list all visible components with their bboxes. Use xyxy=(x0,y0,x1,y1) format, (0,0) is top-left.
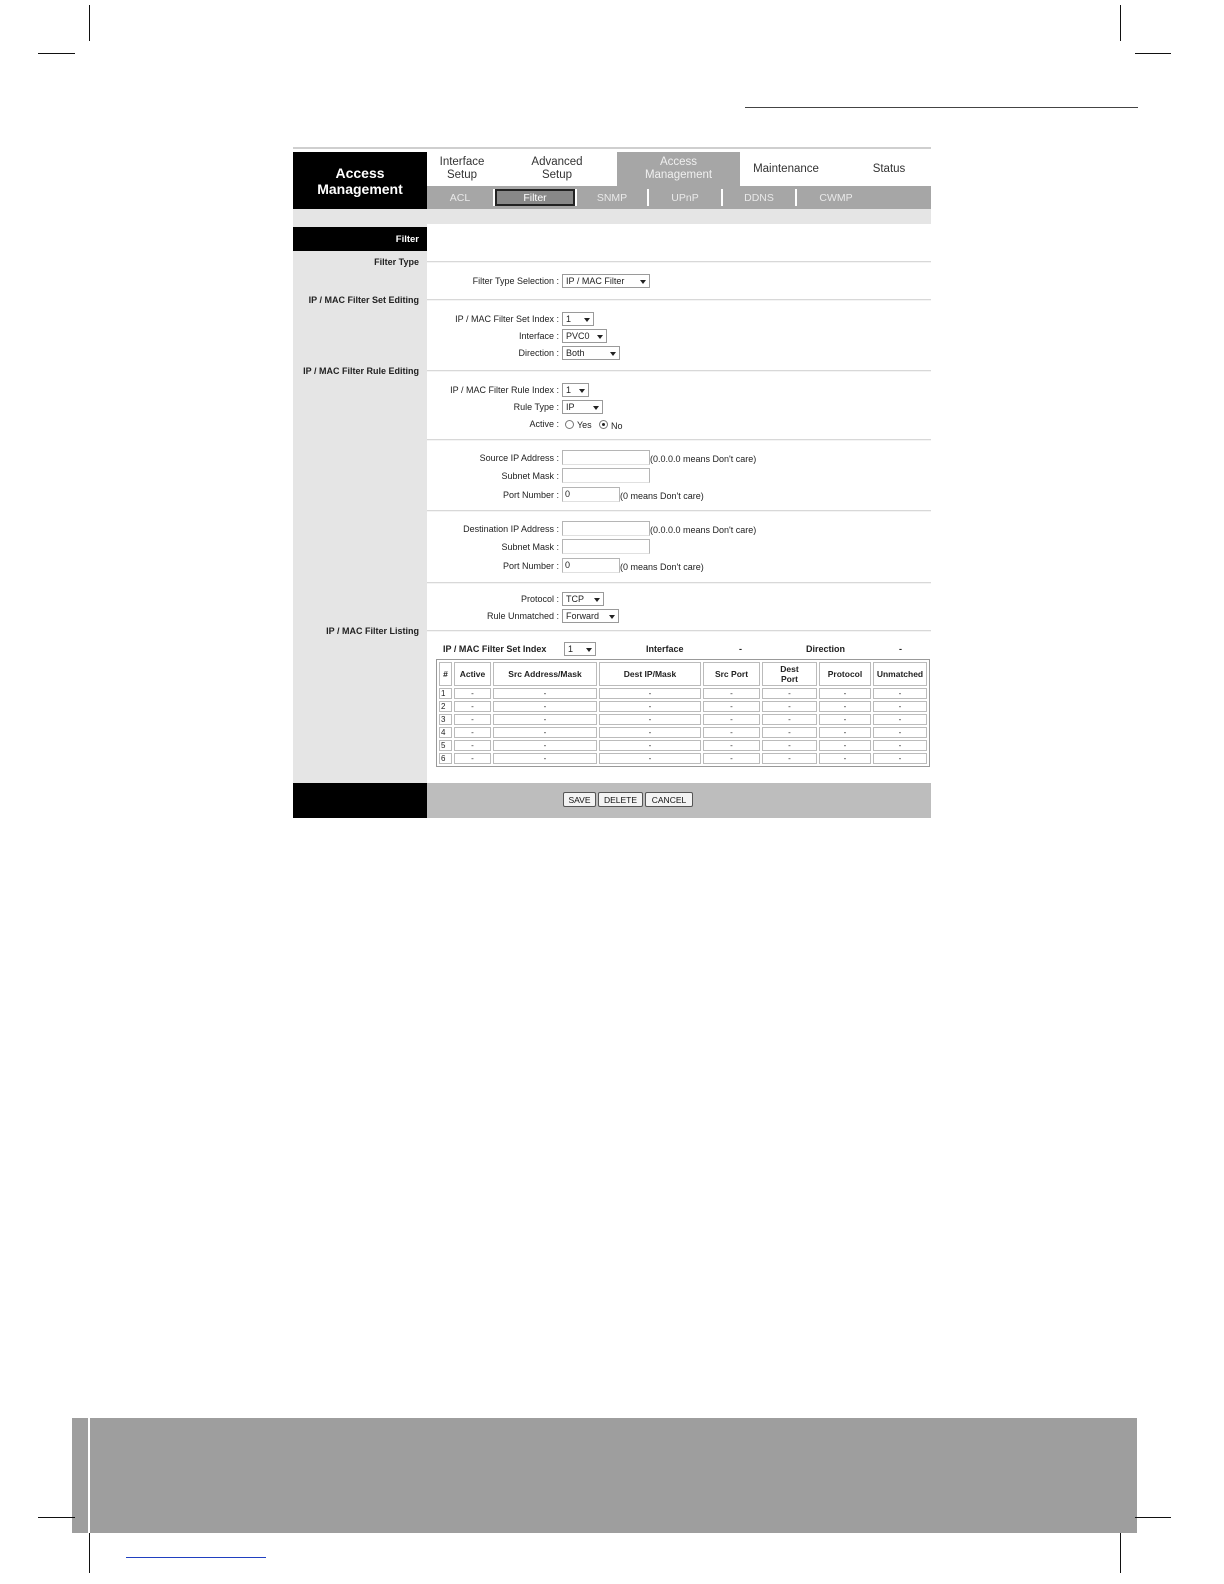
table-cell: - xyxy=(819,727,871,738)
crop-mark xyxy=(89,5,90,41)
tab-status[interactable] xyxy=(842,152,936,186)
dest-mask-label: Subnet Mask : xyxy=(501,542,559,552)
chevron-down-icon xyxy=(597,335,603,339)
table-cell: - xyxy=(703,753,760,764)
active-label: Active : xyxy=(529,419,559,429)
listing-interface-value: - xyxy=(739,644,742,654)
crop-mark xyxy=(1135,53,1171,54)
label-filter-listing: IP / MAC Filter Listing xyxy=(326,626,419,636)
subtab-snmp[interactable] xyxy=(577,189,647,206)
subtab-label: Filter xyxy=(523,191,547,204)
table-cell: - xyxy=(493,714,597,725)
select-value: TCP xyxy=(566,594,584,604)
table-cell: - xyxy=(493,740,597,751)
table-cell: - xyxy=(873,740,927,751)
subtab-label: SNMP xyxy=(596,191,628,204)
listing-direction-value: - xyxy=(899,644,902,654)
dest-ip-input[interactable] xyxy=(562,521,650,536)
tab-maintenance[interactable] xyxy=(740,152,832,186)
select-value: IP xyxy=(566,402,575,412)
label-set-editing: IP / MAC Filter Set Editing xyxy=(308,295,419,305)
select-value: 1 xyxy=(566,385,572,395)
tab-label: Maintenance xyxy=(753,162,819,175)
table-cell: - xyxy=(703,701,760,712)
source-port-input[interactable]: 0 xyxy=(562,487,620,502)
select-value: IP / MAC Filter xyxy=(566,276,625,286)
section-title-bar xyxy=(293,227,427,251)
col-header: Active xyxy=(454,662,491,686)
table-cell: - xyxy=(762,753,817,764)
table-cell: 2 xyxy=(439,701,452,712)
source-mask-label: Subnet Mask : xyxy=(501,471,559,481)
table-cell: - xyxy=(819,753,871,764)
active-yes-radio[interactable] xyxy=(565,420,574,429)
table-cell: - xyxy=(454,688,491,699)
section-divider xyxy=(427,261,931,263)
sub-nav xyxy=(427,186,931,209)
cancel-button[interactable]: CANCEL xyxy=(645,792,693,807)
sidebar xyxy=(293,224,427,783)
subtab-label: DDNS xyxy=(744,191,774,204)
table-cell: - xyxy=(762,740,817,751)
col-header: Src Port xyxy=(703,662,760,686)
rule-type-select[interactable] xyxy=(562,400,603,414)
tab-interface-setup[interactable] xyxy=(427,152,497,186)
table-cell: - xyxy=(819,688,871,699)
table-cell: - xyxy=(599,753,701,764)
chevron-down-icon xyxy=(586,648,592,652)
source-ip-input[interactable] xyxy=(562,450,650,465)
table-cell: - xyxy=(873,714,927,725)
tab-label: Interface Setup xyxy=(439,156,485,181)
table-cell: - xyxy=(599,701,701,712)
filter-type-label: Filter Type Selection : xyxy=(472,276,559,286)
source-mask-input[interactable] xyxy=(562,468,650,483)
main-nav xyxy=(427,152,931,186)
table-cell: - xyxy=(873,727,927,738)
rule-index-select[interactable] xyxy=(562,383,589,397)
active-no-label: No xyxy=(611,421,623,431)
label-filter-type: Filter Type xyxy=(374,257,419,267)
dest-port-input[interactable]: 0 xyxy=(562,558,620,573)
source-port-label: Port Number : xyxy=(502,490,559,500)
section-title: Filter xyxy=(395,233,419,245)
footer-link-underline xyxy=(126,1557,266,1558)
table-cell: - xyxy=(873,753,927,764)
select-value: 1 xyxy=(566,314,572,324)
table-cell: 3 xyxy=(439,714,452,725)
delete-button[interactable]: DELETE xyxy=(598,792,643,807)
subtab-label: ACL xyxy=(449,191,471,204)
table-cell: - xyxy=(599,727,701,738)
select-value: Forward xyxy=(566,611,600,621)
crop-mark xyxy=(89,1533,90,1573)
table-cell: - xyxy=(454,701,491,712)
table-cell: - xyxy=(454,714,491,725)
col-header: # xyxy=(439,662,452,686)
rule-type-label: Rule Type : xyxy=(513,402,559,412)
table-cell: - xyxy=(493,701,597,712)
subtab-upnp[interactable] xyxy=(649,189,721,206)
table-cell: - xyxy=(599,714,701,725)
section-divider xyxy=(427,370,931,372)
section-divider xyxy=(427,510,931,512)
source-port-note: (0 means Don't care) xyxy=(620,491,704,501)
table-cell: - xyxy=(703,688,760,699)
tab-label: Advanced Setup xyxy=(531,156,583,181)
chevron-down-icon xyxy=(610,352,616,356)
subtab-cwmp[interactable] xyxy=(797,189,875,206)
table-cell: 4 xyxy=(439,727,452,738)
table-header-row xyxy=(439,662,927,686)
table-row xyxy=(439,714,927,725)
direction-label: Direction : xyxy=(518,348,559,358)
table-cell: - xyxy=(873,701,927,712)
chevron-down-icon xyxy=(579,389,585,393)
tab-label: Access Management xyxy=(644,156,713,181)
table-cell: 1 xyxy=(439,688,452,699)
filter-listing-table xyxy=(436,659,930,767)
table-cell: - xyxy=(762,727,817,738)
dest-port-note: (0 means Don't care) xyxy=(620,562,704,572)
tab-advanced-setup[interactable] xyxy=(507,152,607,186)
table-cell: - xyxy=(703,727,760,738)
chevron-down-icon xyxy=(594,598,600,602)
table-cell: - xyxy=(493,727,597,738)
table-cell: - xyxy=(762,714,817,725)
source-ip-label: Source IP Address : xyxy=(479,453,559,463)
section-divider xyxy=(427,582,931,584)
interface-select[interactable] xyxy=(562,329,607,343)
select-value: Both xyxy=(566,348,585,358)
col-header: Dest IP/Mask xyxy=(599,662,701,686)
table-row xyxy=(439,727,927,738)
select-value: PVC0 xyxy=(566,331,590,341)
table-cell: - xyxy=(819,740,871,751)
dest-ip-label: Destination IP Address : xyxy=(463,524,559,534)
table-cell: - xyxy=(703,714,760,725)
table-row xyxy=(439,753,927,764)
dest-mask-input[interactable] xyxy=(562,539,650,554)
brand-label: Access Management xyxy=(317,164,403,197)
table-cell: - xyxy=(599,688,701,699)
table-cell: - xyxy=(493,753,597,764)
crop-mark xyxy=(1135,1517,1171,1518)
chevron-down-icon xyxy=(609,615,615,619)
router-ui-panel xyxy=(293,147,931,818)
table-cell: - xyxy=(454,740,491,751)
table-cell: - xyxy=(873,688,927,699)
table-cell: - xyxy=(599,740,701,751)
tab-label: Status xyxy=(872,162,906,175)
rule-unmatched-select[interactable] xyxy=(562,609,619,623)
crop-mark xyxy=(1120,5,1121,41)
col-header: Protocol xyxy=(819,662,871,686)
table-cell: 5 xyxy=(439,740,452,751)
table-row xyxy=(439,740,927,751)
table-cell: - xyxy=(454,753,491,764)
chevron-down-icon xyxy=(584,318,590,322)
crop-mark xyxy=(1120,1533,1121,1573)
top-border xyxy=(293,147,931,149)
col-header: Dest Port xyxy=(762,662,817,686)
protocol-label: Protocol : xyxy=(520,594,559,604)
subtab-label: CWMP xyxy=(819,191,853,204)
active-no-radio[interactable] xyxy=(599,420,608,429)
active-yes-label: Yes xyxy=(577,420,592,430)
listing-set-index-select[interactable] xyxy=(564,642,596,656)
footer-divider xyxy=(88,1418,90,1533)
interface-label: Interface : xyxy=(518,331,559,341)
listing-direction-label: Direction xyxy=(806,644,846,654)
header-rule xyxy=(745,107,1138,108)
col-header: Unmatched xyxy=(873,662,927,686)
protocol-select[interactable] xyxy=(562,592,604,606)
dest-ip-note: (0.0.0.0 means Don't care) xyxy=(650,525,757,535)
listing-interface-label: Interface xyxy=(646,644,684,654)
section-divider xyxy=(427,299,931,301)
subtab-acl[interactable] xyxy=(431,189,489,206)
source-ip-note: (0.0.0.0 means Don't care) xyxy=(650,454,757,464)
select-value: 1 xyxy=(568,644,574,654)
chevron-down-icon xyxy=(640,280,646,284)
table-row xyxy=(439,688,927,699)
page-footer-band xyxy=(72,1418,1137,1533)
save-button[interactable]: SAVE xyxy=(563,792,596,807)
crop-mark xyxy=(38,53,75,54)
table-cell: - xyxy=(703,740,760,751)
crop-mark xyxy=(38,1517,75,1518)
table-cell: - xyxy=(762,701,817,712)
set-index-label: IP / MAC Filter Set Index : xyxy=(455,314,559,324)
label-rule-editing: IP / MAC Filter Rule Editing xyxy=(303,366,419,376)
section-brand xyxy=(293,152,427,209)
col-header: Src Address/Mask xyxy=(493,662,597,686)
set-index-select[interactable] xyxy=(562,312,594,326)
table-cell: - xyxy=(819,701,871,712)
table-cell: - xyxy=(819,714,871,725)
rule-unmatched-label: Rule Unmatched : xyxy=(486,611,559,621)
direction-select[interactable] xyxy=(562,346,620,360)
action-bar-left xyxy=(293,783,427,818)
section-divider xyxy=(427,439,931,441)
listing-set-index-label: IP / MAC Filter Set Index xyxy=(443,644,547,654)
dest-port-label: Port Number : xyxy=(502,561,559,571)
table-cell: - xyxy=(762,688,817,699)
rule-index-label: IP / MAC Filter Rule Index : xyxy=(450,385,559,395)
table-cell: - xyxy=(493,688,597,699)
chevron-down-icon xyxy=(593,406,599,410)
subtab-filter[interactable] xyxy=(495,189,575,206)
subtab-ddns[interactable] xyxy=(723,189,795,206)
section-divider xyxy=(427,630,931,632)
table-cell: 6 xyxy=(439,753,452,764)
action-bar xyxy=(293,783,931,818)
header-spacer xyxy=(293,209,931,224)
subtab-label: UPnP xyxy=(671,191,699,204)
tab-access-management[interactable] xyxy=(617,152,740,186)
table-row xyxy=(439,701,927,712)
filter-type-select[interactable] xyxy=(562,274,650,288)
table-cell: - xyxy=(454,727,491,738)
